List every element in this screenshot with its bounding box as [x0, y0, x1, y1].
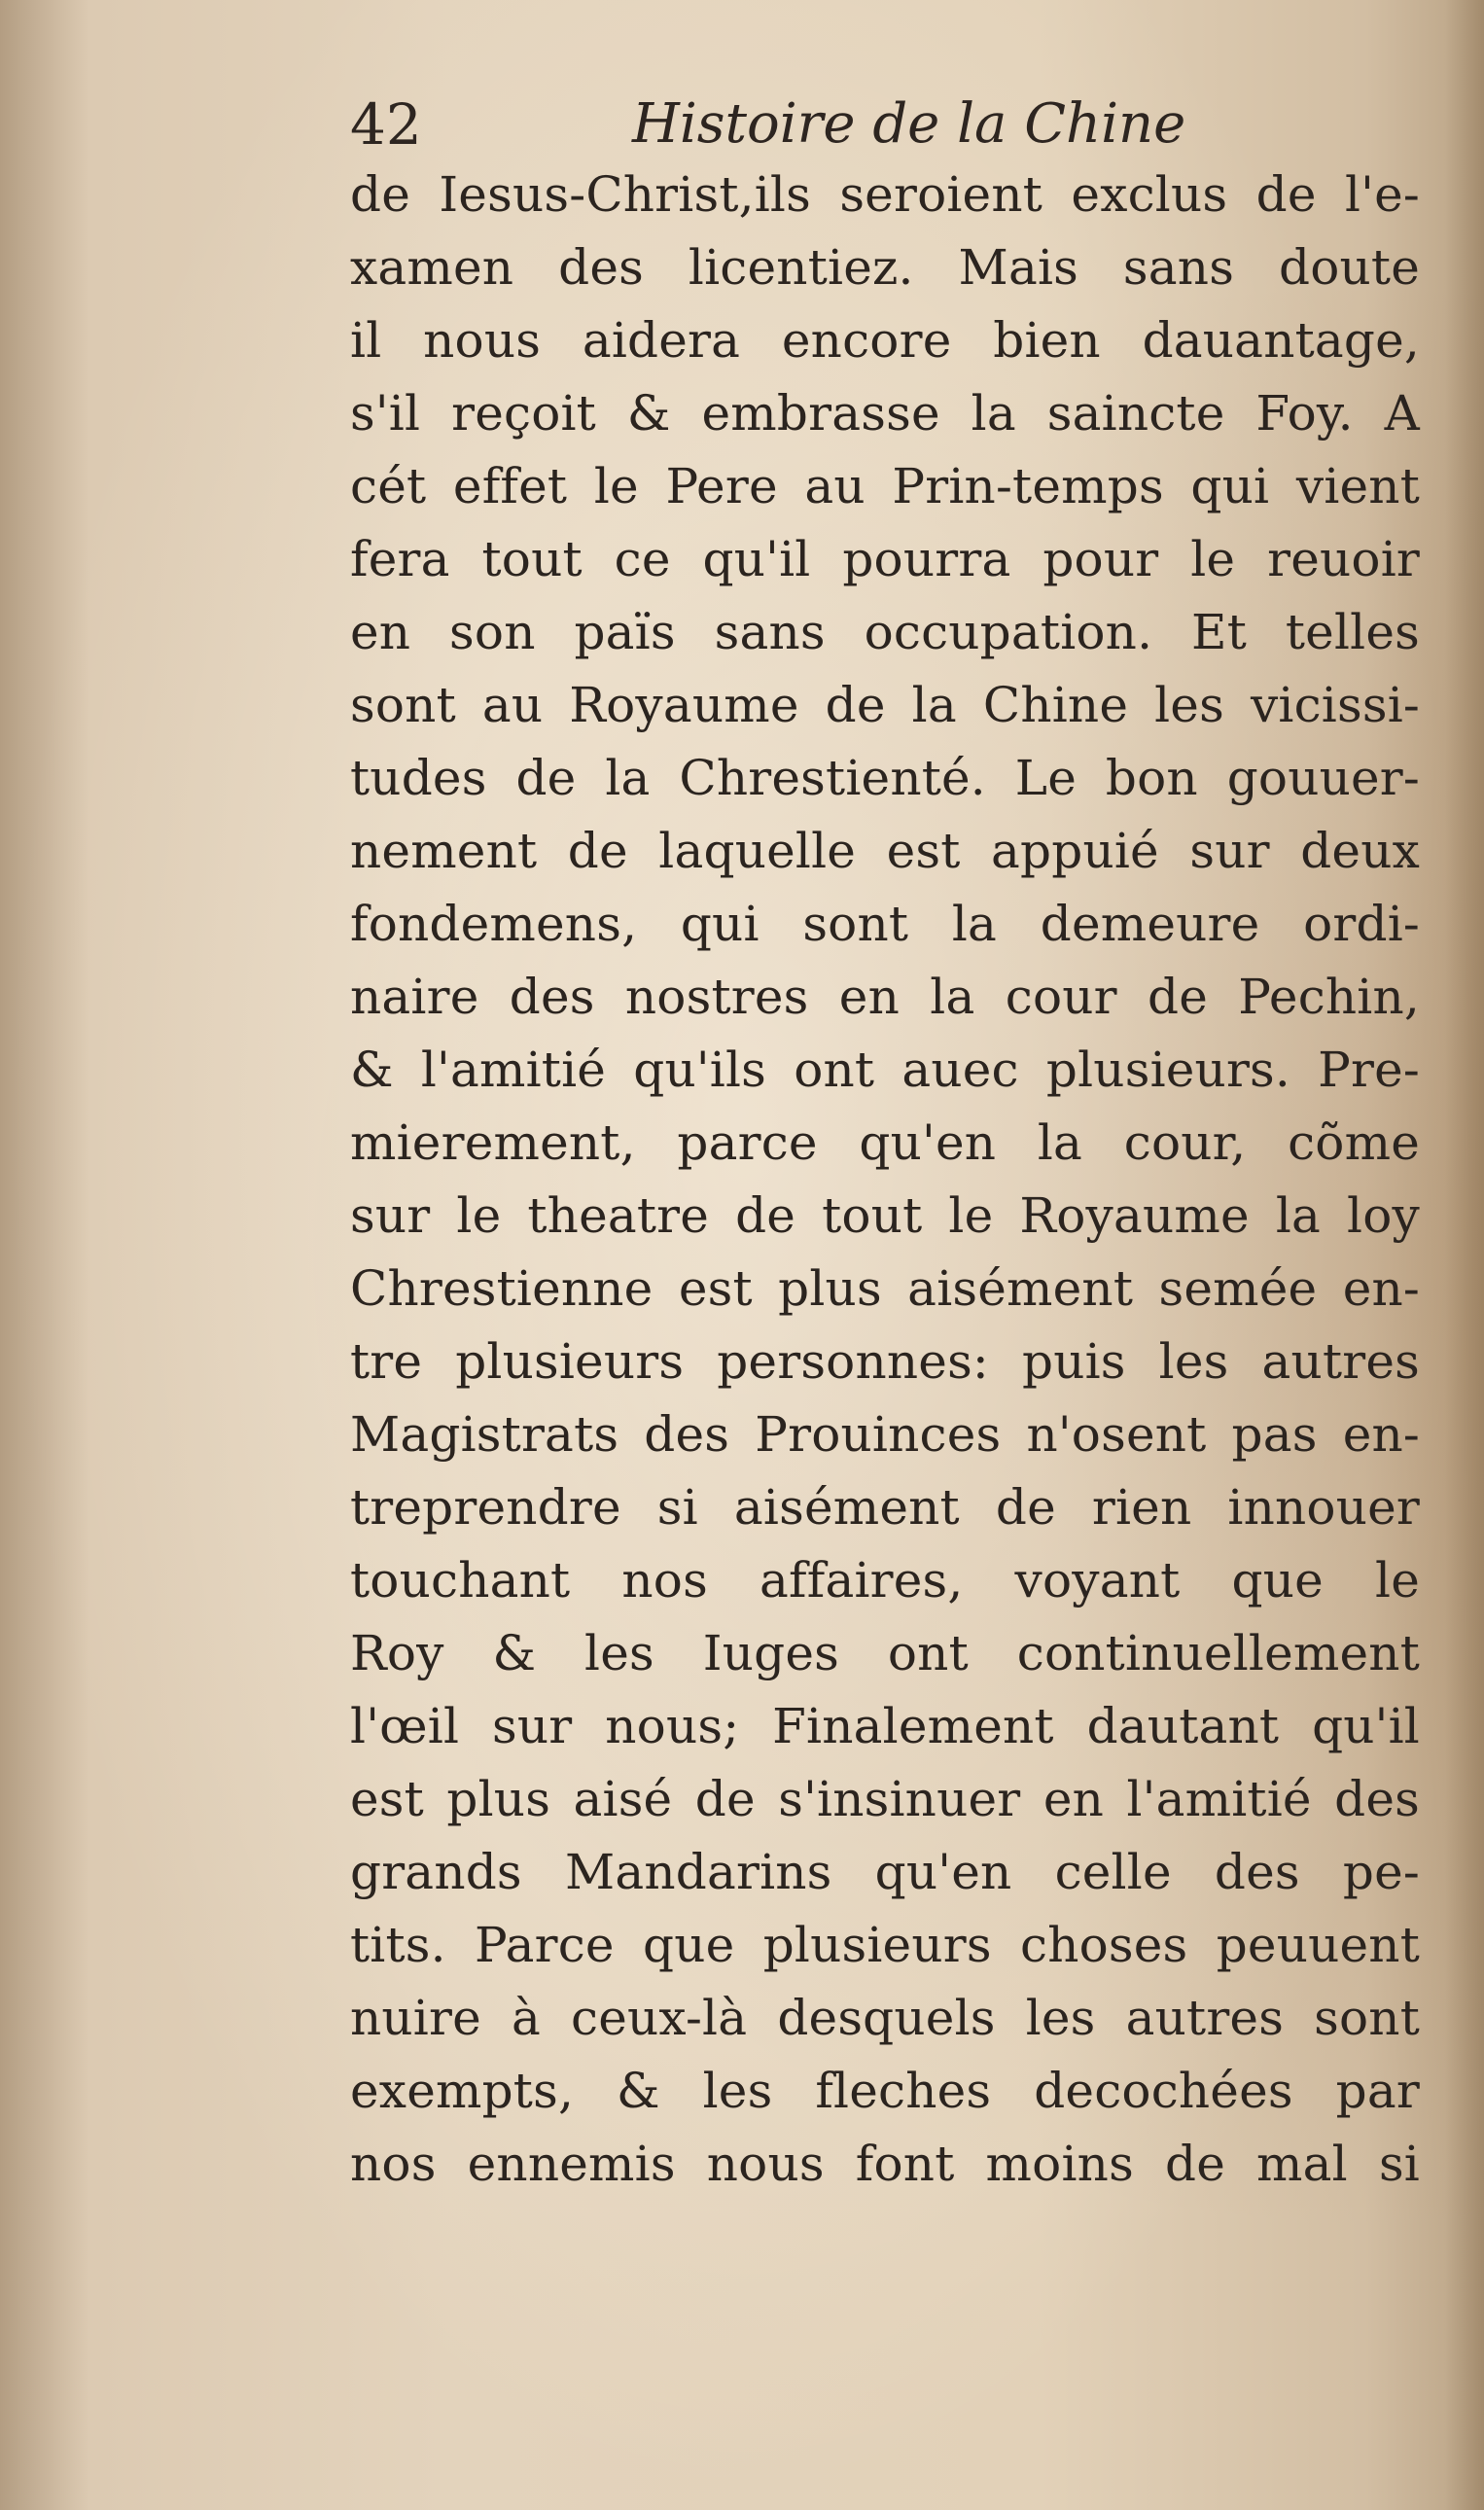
text-line: mierement, parce qu'en la cour, cõme — [350, 1114, 1420, 1171]
text-line: tits. Parce que plusieurs choses peuuent — [350, 1917, 1420, 1973]
text-line: cét effet le Pere au Prin-temps qui vient — [350, 458, 1420, 514]
text-line: de Iesus-Christ,ils seroient exclus de l'e- — [350, 166, 1420, 223]
text-line: l'œil sur nous; Finalement dautant qu'il — [350, 1698, 1420, 1754]
text-line: nos ennemis nous font moins de mal si — [350, 2136, 1420, 2192]
text-line: est plus aisé de s'insinuer en l'amitié des — [350, 1771, 1420, 1827]
text-line: fera tout ce qu'il pourra pour le reuoir — [350, 531, 1420, 587]
page-header — [350, 86, 1420, 163]
text-line: tre plusieurs personnes: puis les autres — [350, 1333, 1420, 1390]
text-line: fondemens, qui sont la demeure ordi- — [350, 896, 1420, 952]
text-line: & l'amitié qu'ils ont auec plusieurs. Pre- — [350, 1042, 1420, 1098]
text-line: Magistrats des Prouinces n'osent pas en- — [350, 1406, 1420, 1463]
text-line: en son païs sans occupation. Et telles — [350, 604, 1420, 660]
text-line: Chrestienne est plus aisément semée en- — [350, 1260, 1420, 1317]
text-line: exempts, & les fleches decochées par — [350, 2063, 1420, 2119]
text-line: sur le theatre de tout le Royaume la loy — [350, 1187, 1420, 1244]
page-number: 42 — [350, 91, 422, 158]
text-line: nement de laquelle est appuié sur deux — [350, 823, 1420, 879]
text-line: sont au Royaume de la Chine les vicissi- — [350, 677, 1420, 733]
text-line: grands Mandarins qu'en celle des pe- — [350, 1844, 1420, 1900]
text-line: treprendre si aisément de rien innouer — [350, 1479, 1420, 1536]
page-edge-shadow — [1445, 0, 1484, 2510]
running-title: Histoire de la Chine — [632, 92, 1186, 156]
text-line: nuire à ceux-là desquels les autres sont — [350, 1990, 1420, 2046]
text-line: Roy & les Iuges ont continuellement — [350, 1625, 1420, 1681]
text-line: naire des nostres en la cour de Pechin, — [350, 969, 1420, 1025]
body-text — [350, 159, 1420, 2201]
text-line: xamen des licentiez. Mais sans doute — [350, 239, 1420, 296]
text-line: tudes de la Chrestienté. Le bon gouuer- — [350, 750, 1420, 806]
text-line: touchant nos affaires, voyant que le — [350, 1552, 1420, 1609]
text-line: s'il reçoit & embrasse la saincte Foy. A — [350, 385, 1420, 442]
text-line: il nous aidera encore bien dauantage, — [350, 312, 1420, 369]
